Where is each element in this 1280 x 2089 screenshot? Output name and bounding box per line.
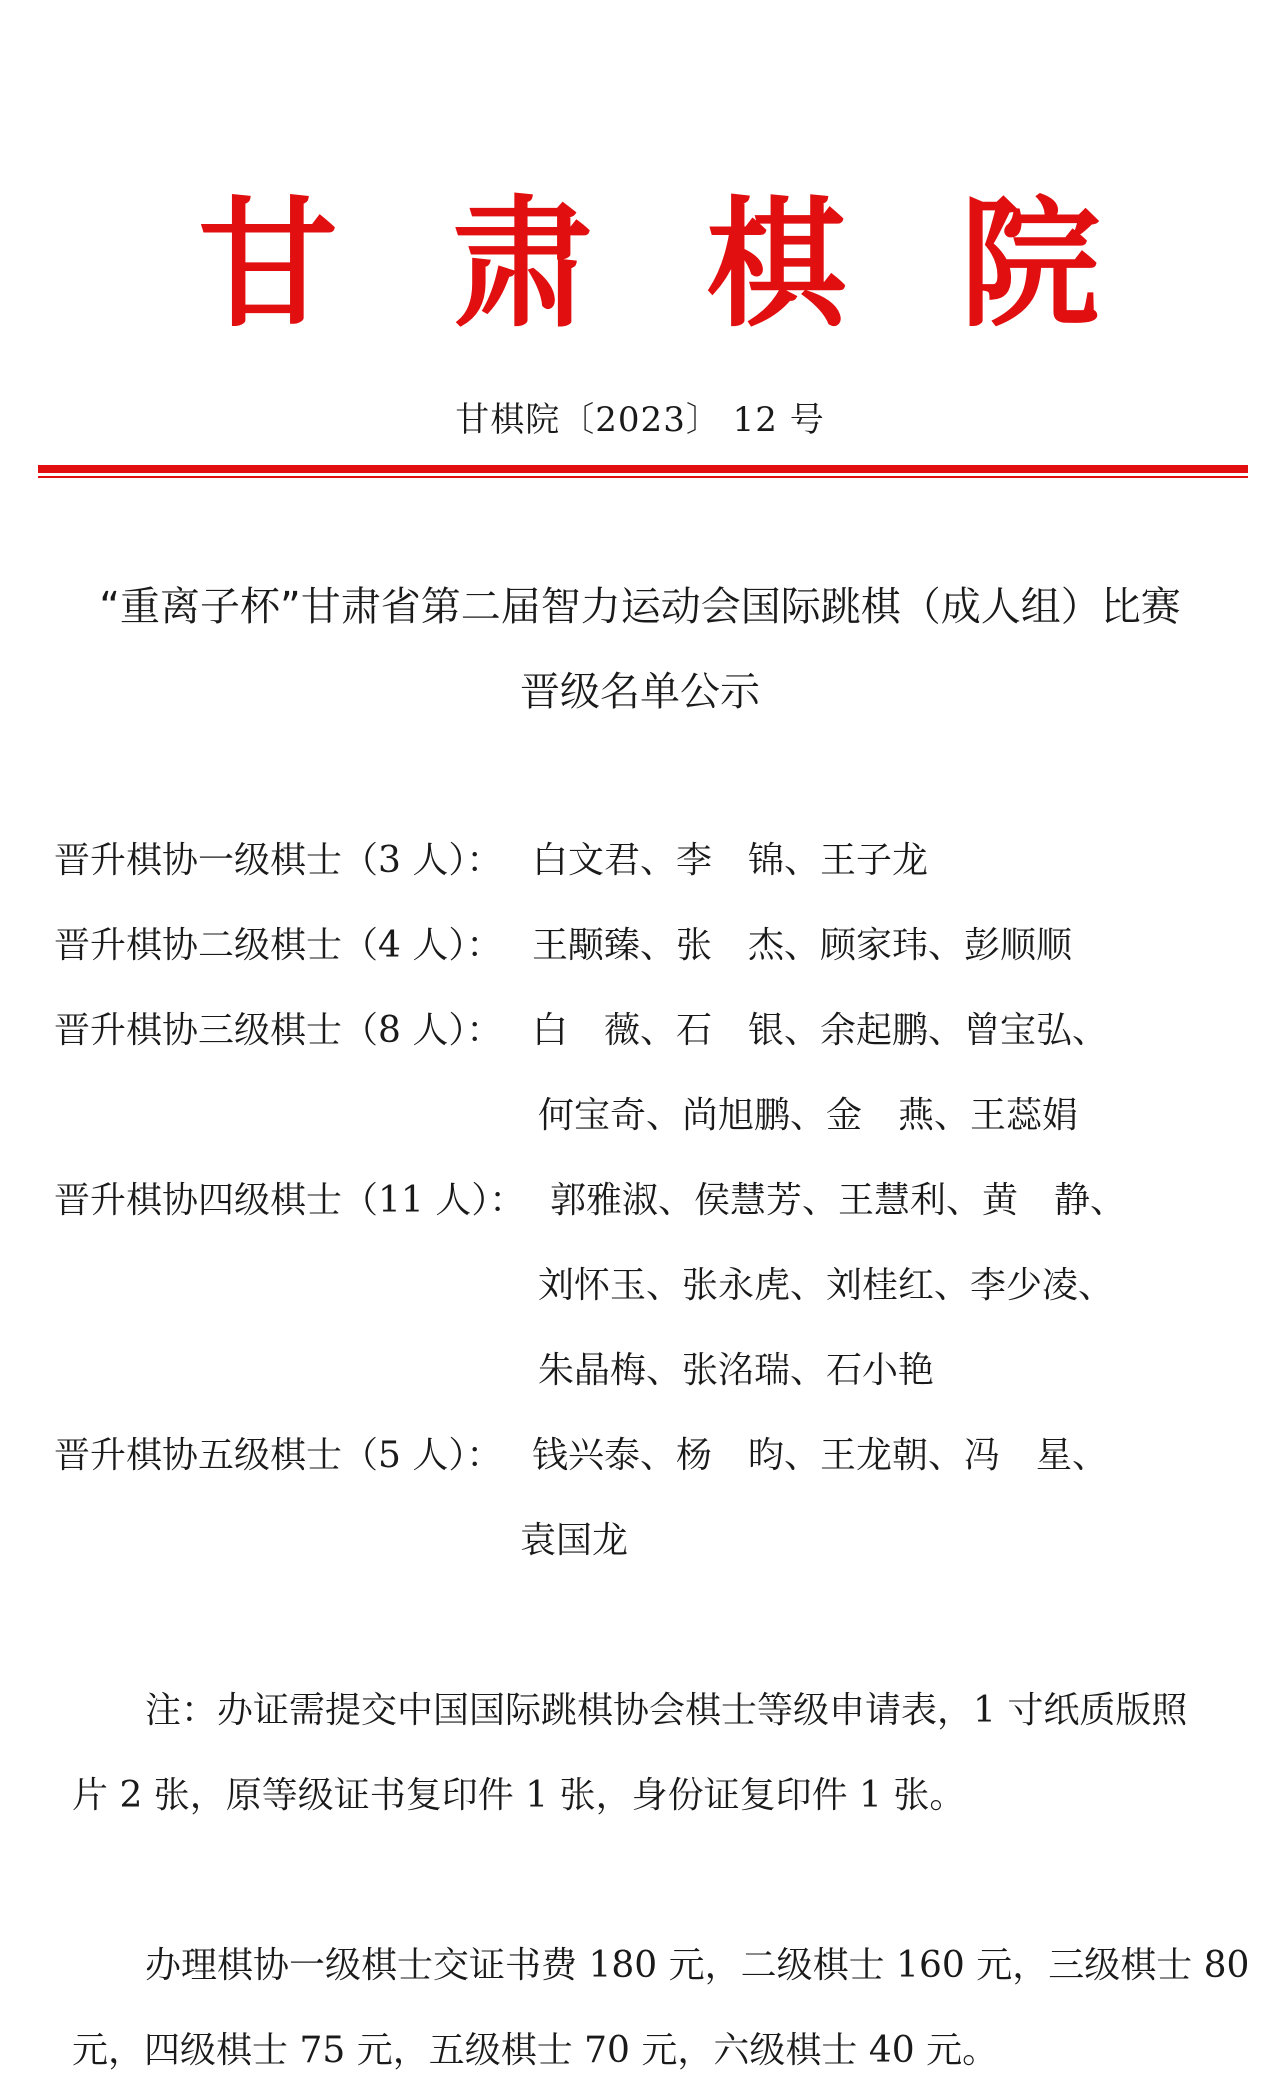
level-5-label: 晋升棋协五级棋士（5 人）： (54, 1435, 503, 1476)
level-4-names-2: 刘怀玉、张永虎、刘桂红、李少凌、 (538, 1265, 1115, 1306)
header-divider-thin (38, 476, 1248, 478)
level-1-label: 晋升棋协一级棋士（3 人）： (54, 840, 503, 881)
level-3-names-1: 白 薇、石 银、余起鹏、曾宝弘、 (532, 1010, 1109, 1051)
level-3-label: 晋升棋协三级棋士（8 人）： (54, 1010, 503, 1051)
level-5-names-2: 袁国龙 (520, 1520, 629, 1561)
fees-line-1: 办理棋协一级棋士交证书费 180 元，二级棋士 160 元，三级棋士 80 (145, 1945, 1250, 1986)
subject-line-2: 晋级名单公示 (520, 669, 760, 715)
document-number: 甘棋院〔2023〕 12 号 (455, 400, 825, 440)
level-4-names-1: 郭雅淑、侯慧芳、王慧利、黄 静、 (550, 1180, 1127, 1221)
subject-line-1: “重离子杯”甘肃省第二届智力运动会国际跳棋（成人组）比赛 (99, 584, 1181, 630)
level-4-names-3: 朱晶梅、张洺瑞、石小艳 (538, 1350, 935, 1391)
level-4-label: 晋升棋协四级棋士（11 人）： (54, 1180, 526, 1221)
header-char-2: 肃 (452, 183, 593, 347)
note-line-2: 片 2 张，原等级证书复印件 1 张，身份证复印件 1 张。 (72, 1775, 966, 1816)
level-5-names-1: 钱兴泰、杨 昀、王龙朝、冯 星、 (532, 1435, 1109, 1476)
fees-line-2: 元，四级棋士 75 元，五级棋士 70 元，六级棋士 40 元。 (72, 2030, 999, 2071)
level-3-names-2: 何宝奇、尚旭鹏、金 燕、王蕊娟 (538, 1095, 1079, 1136)
header-char-3: 棋 (706, 183, 847, 347)
level-2-label: 晋升棋协二级棋士（4 人）： (54, 925, 503, 966)
header-char-4: 院 (960, 183, 1101, 347)
header-char-1: 甘 (198, 183, 339, 347)
level-1-names: 白文君、李 锦、王子龙 (532, 840, 929, 881)
level-2-names: 王颙臻、张 杰、顾家玮、彭顺顺 (532, 925, 1073, 966)
note-line-1: 注：办证需提交中国国际跳棋协会棋士等级申请表，1 寸纸质版照 (145, 1690, 1188, 1731)
header-divider (38, 465, 1248, 473)
